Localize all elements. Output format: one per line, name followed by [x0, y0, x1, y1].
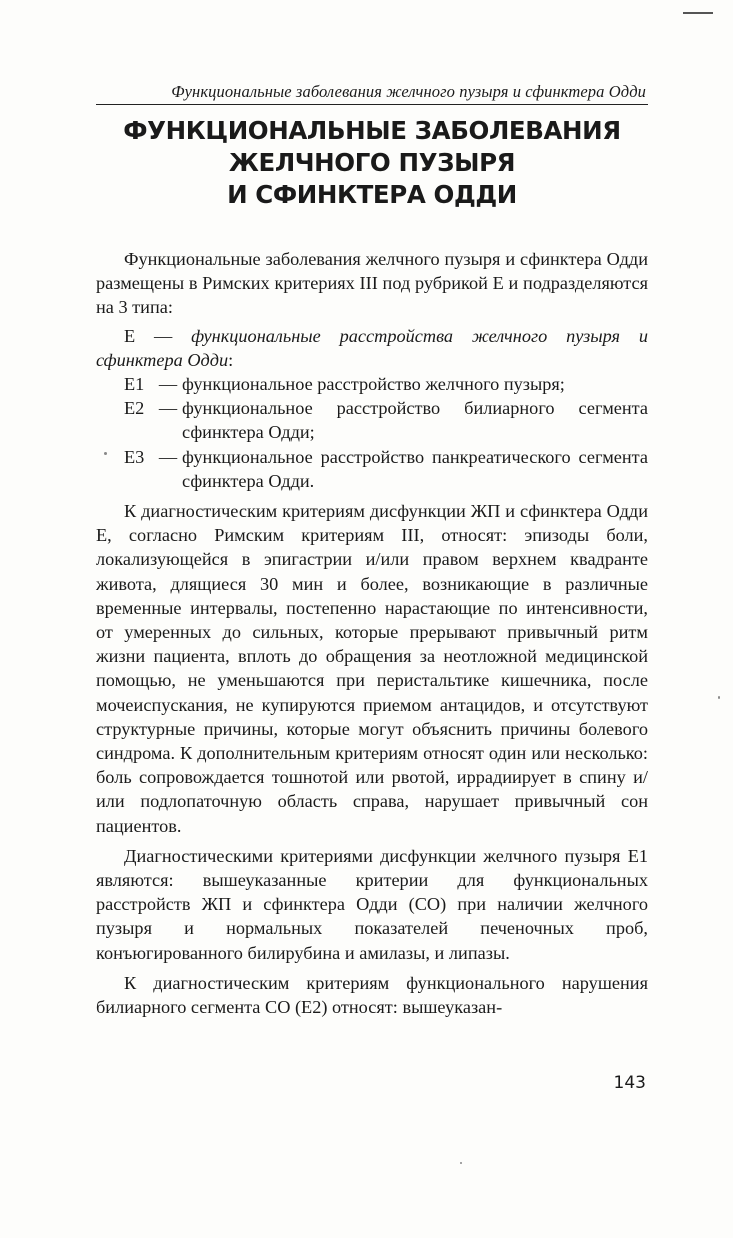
category-suffix: :	[228, 349, 234, 370]
intro-paragraph: Функциональные заболевания желчного пузыря и сфинктера Одди размещены в Римских критериях III под рубрикой E и подразделяются на 3 типа:	[96, 249, 648, 318]
chapter-title-line: ЖЕЛЧНОГО ПУЗЫРЯ	[228, 148, 516, 177]
list-item-text: функциональное расстройство панкреатического сегмента сфинктера Одди.	[182, 446, 648, 491]
list-item-code: E1	[124, 374, 145, 395]
scan-speck	[460, 1162, 462, 1164]
running-head: Функциональные заболевания желчного пузыря и сфинктера Одди	[171, 82, 646, 101]
biliary-segment-paragraph: К диагностическим критериям функционального нарушения билиарного сегмента СО (E2) относят: вышеуказан-	[96, 972, 648, 1018]
gallbladder-criteria-paragraph: Диагностическими критериями дисфункции желчного пузыря E1 являются: вышеуказанные критерии для функциональных расстройств ЖП и сфинктера Одди (СО) при наличии желчного пузыря и нормальных показателей печеночных проб, конъюгированного билирубина и амилазы, и липазы.	[96, 845, 648, 963]
category-prefix: E —	[124, 325, 192, 346]
list-item-text: функциональное расстройство желчного пузыря;	[182, 374, 565, 395]
list-item-dash: —	[158, 446, 178, 467]
criteria-paragraph: К диагностическим критериям дисфункции ЖП и сфинктера Одди E, согласно Римским критериям III, относят: эпизоды боли, локализующейся в эпигастрии и/или правом верхнем квадранте живота, длящиеся 30 мин и более, возникающие в различные временные интервалы, постепенно нарастающие по интенсивности, от умеренных до сильных, которые прерывают привычный ритм жизни пациента, вплоть до обращения за неотложной медицинской помощью, не уменьшаются при перистальтике кишечника, после мочеиспускания, не купируются приемом антацидов, и отсутствуют структурные причины, которые могут объяснить причины болевого синдрома. К дополнительным критериям относят один или несколько: боль сопровождается тошнотой или рвотой, иррадиирует в спину и/или подлопаточную область справа, нарушает привычный сон пациентов.	[96, 501, 648, 836]
list-item-e1	[96, 372, 648, 396]
chapter-title-line: И СФИНКТЕРА ОДДИ	[227, 180, 517, 209]
category-text: функциональные расстройства желчного пузыря и сфинктера Одди	[96, 325, 649, 370]
scan-speck	[104, 452, 107, 455]
body-text	[96, 247, 648, 1019]
scan-speck	[718, 696, 720, 699]
category-heading	[96, 324, 648, 372]
list-item-code: E2	[124, 398, 145, 419]
list-item-dash: —	[158, 398, 178, 419]
chapter-title-line: ФУНКЦИОНАЛЬНЫЕ ЗАБОЛЕВАНИЯ	[123, 116, 621, 145]
page-number: 143	[613, 1073, 646, 1093]
list-item-text: функциональное расстройство билиарного сегмента сфинктера Одди;	[182, 398, 648, 443]
chapter-title	[96, 115, 648, 211]
header-rule	[96, 104, 648, 105]
page-corner-mark	[683, 0, 713, 14]
list-item-e3	[96, 445, 648, 493]
list-item-code: E3	[124, 446, 145, 467]
list-item-e2	[96, 396, 648, 444]
list-item-dash: —	[158, 374, 178, 395]
